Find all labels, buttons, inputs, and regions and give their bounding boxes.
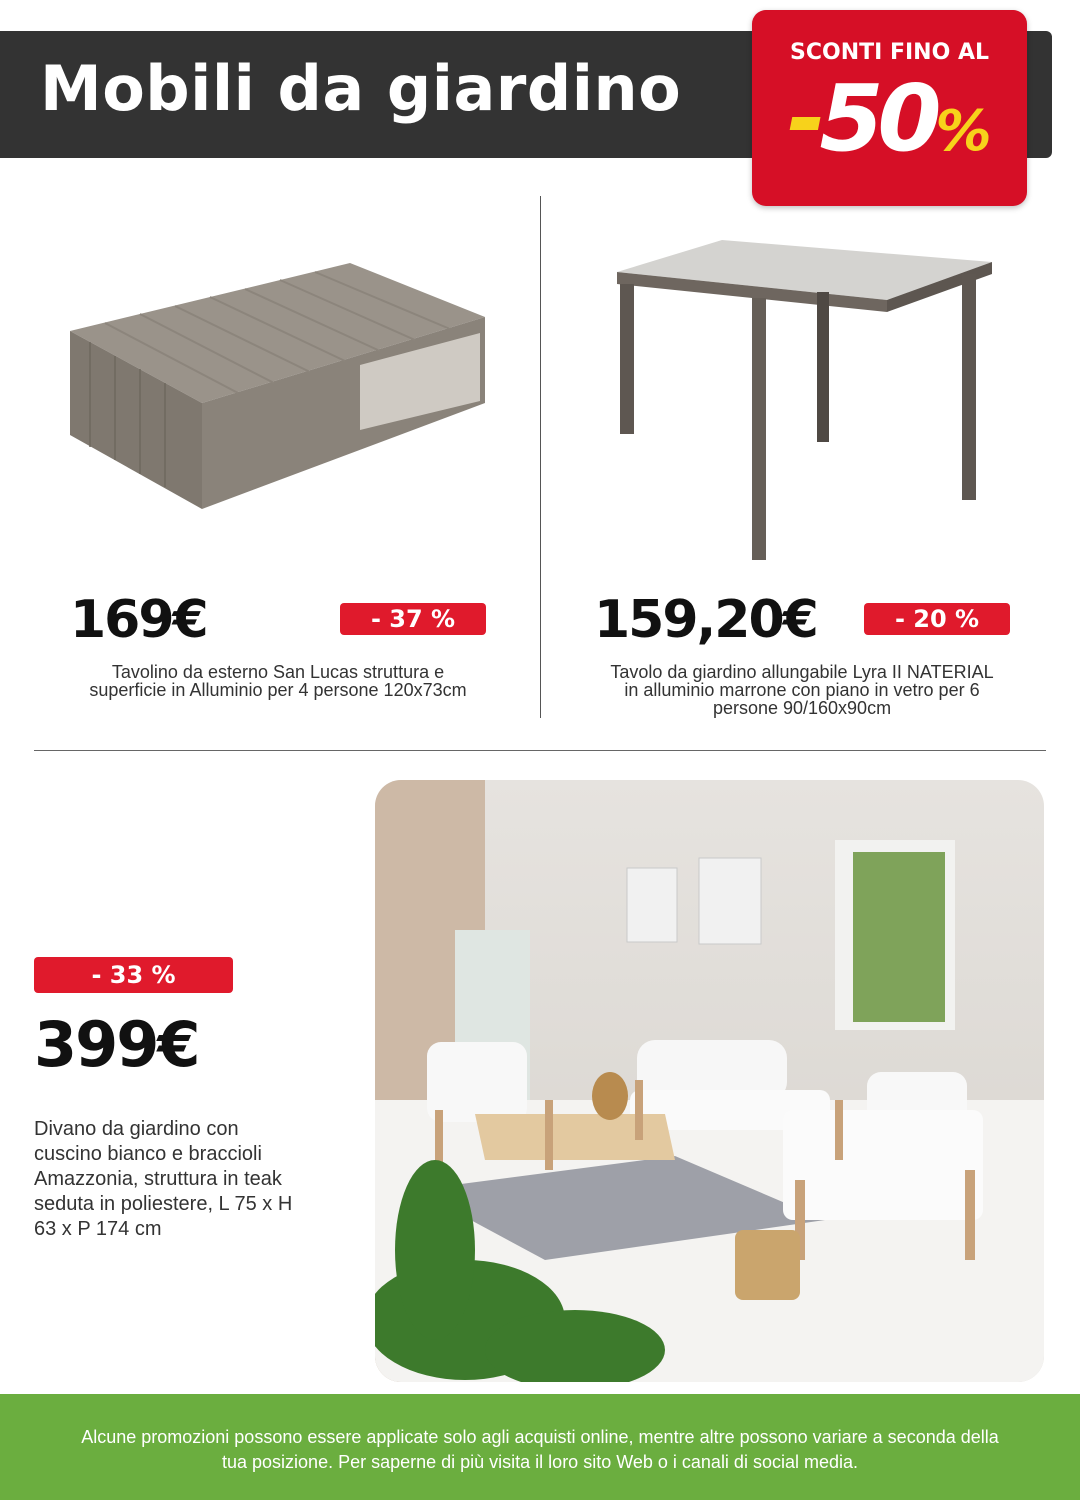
discount-badge: - 20 % [864,603,1010,635]
promo-value [752,65,1027,172]
promo-badge [752,10,1027,206]
product-description: Tavolino da esterno San Lucas struttura e superficie in Alluminio per 4 persone 120x73cm [89,662,467,700]
page-title: Mobili da giardino [40,52,682,125]
product-price: 399€ [34,1008,199,1081]
product-description: Divano da giardino con cuscino bianco e braccioli Amazzonia, struttura in teak seduta in poliestere, L 75 x H 63 x P 174 cm [34,1118,293,1240]
column-divider [540,196,541,718]
section-divider [34,750,1046,751]
footer-disclaimer: Alcune promozioni possono essere applicate solo agli acquisti online, mentre altre possono variare a seconda della tua posizione. Per saperne di più visita il loro sito Web o i canali di social media. [81,1427,999,1472]
garden-sofa-set-photo [375,780,1044,1382]
discount-badge: - 37 % [340,603,486,635]
discount-badge: - 33 % [34,957,233,993]
dining-table-image [612,240,997,565]
coffee-table-image [60,255,490,515]
product-description: Tavolo da giardino allungabile Lyra II NATERIAL in alluminio marrone con piano in vetro per 6 persone 90/160x90cm [610,662,994,718]
promo-number: 50 [819,65,936,172]
product-price: 159,20€ [594,590,817,650]
promo-headline: SCONTI FINO AL [790,40,989,65]
product-price: 169€ [70,590,207,650]
promo-minus: - [787,65,820,172]
promo-percent: % [935,99,992,164]
